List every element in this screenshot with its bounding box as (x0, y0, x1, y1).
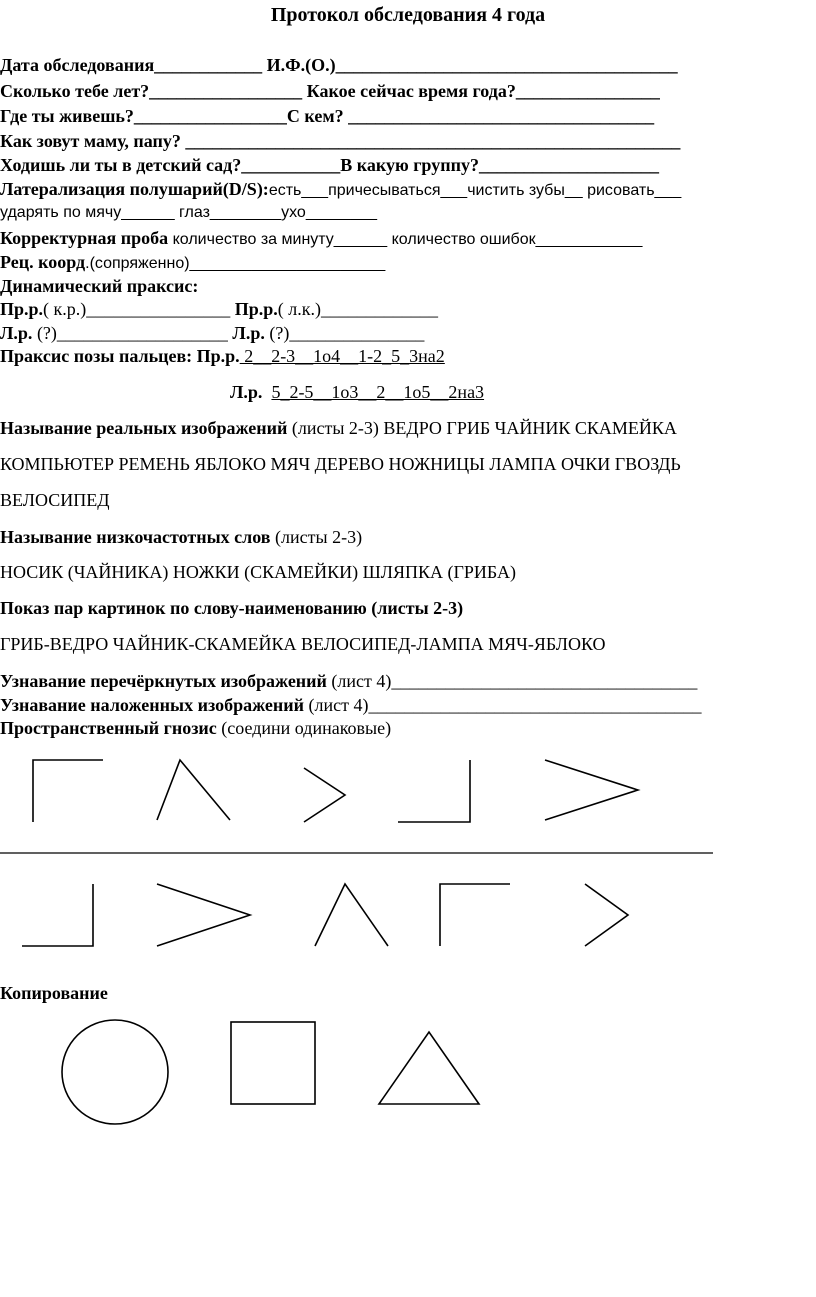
corner-bottom-right-shape (398, 760, 470, 822)
crossed-images-field: (лист 4)__________________________________ (326, 671, 698, 691)
caret-up-shape (157, 760, 230, 820)
overlaid-images-label: Узнавание наложенных изображений (0, 695, 304, 715)
left-hand-field-2: (?)_______________ (264, 323, 425, 343)
line-lateralization-2: ударять по мячу______ глаз________ухо________ (0, 204, 378, 221)
wide-chevron-right-shape-2 (157, 884, 250, 946)
left-hand-label-1: Л.р. (0, 323, 33, 343)
correction-test-label: Корректурная проба (0, 228, 169, 248)
correction-test-items: количество за минуту______ количество ошибок____________ (168, 231, 643, 248)
finger-praxis-left-sequence: 5_2-5__1о3__2__1о5__2на3 (271, 382, 485, 402)
line-dynamic-praxis: Динамический праксис: (0, 276, 199, 296)
line-residence: Где ты живешь?_________________С кем? __________________________________ (0, 106, 655, 126)
line-low-frequency-words-list: НОСИК (ЧАЙНИКА) НОЖКИ (СКАМЕЙКИ) ШЛЯПКА (ГРИБА) (0, 562, 516, 582)
line-copying: Копирование (0, 983, 108, 1003)
corner-top-left-shape (33, 760, 103, 822)
real-images-label: Называние реальных изображений (0, 418, 288, 438)
triangle-shape (379, 1032, 479, 1104)
spatial-gnosis-label: Пространственный гнозис (0, 718, 217, 738)
chevron-right-shape-2 (585, 884, 628, 946)
line-real-images-2: КОМПЬЮТЕР РЕМЕНЬ ЯБЛОКО МЯЧ ДЕРЕВО НОЖНИЦЫ ЛАМПА ОЧКИ ГВОЗДЬ (0, 454, 681, 474)
crossed-images-label: Узнавание перечёркнутых изображений (0, 671, 327, 691)
line-parents: Как зовут маму, папу? _______________________________________________________ (0, 131, 681, 151)
square-shape (231, 1022, 315, 1104)
left-hand-field-1: (?)___________________ (32, 323, 228, 343)
line-picture-pairs: Показ пар картинок по слову-наименованию (листы 2-3) (0, 598, 464, 618)
finger-praxis-left-label: Л.р. (230, 382, 263, 402)
right-hand-label-1: Пр.р. (0, 299, 44, 319)
circle-shape (62, 1020, 168, 1124)
low-frequency-words-label: Называние низкочастотных слов (0, 527, 271, 547)
caret-up-shape-2 (315, 884, 388, 946)
left-hand-label-2: Л.р. (227, 323, 265, 343)
spatial-gnosis-instruction: (соедини одинаковые) (216, 718, 392, 738)
wide-chevron-right-shape (545, 760, 638, 820)
line-real-images-3: ВЕЛОСИПЕД (0, 490, 110, 510)
overlaid-images-field: (лист 4)_____________________________________ (304, 695, 702, 715)
real-images-words: (листы 2-3) ВЕДРО ГРИБ ЧАЙНИК СКАМЕЙКА (287, 418, 677, 438)
line-age: Сколько тебе лет?_________________ Какое сейчас время года?________________ (0, 81, 660, 101)
corner-top-left-shape-2 (440, 884, 510, 946)
page-title: Протокол обследования 4 года (270, 4, 546, 26)
line-picture-pairs-list: ГРИБ-ВЕДРО ЧАЙНИК-СКАМЕЙКА ВЕЛОСИПЕД-ЛАМПА МЯЧ-ЯБЛОКО (0, 634, 606, 654)
reciprocal-coordination-label: Рец. коорд (0, 252, 86, 272)
lateralization-items: есть___причесываться___чистить зубы__ рисовать___ (268, 182, 682, 199)
low-frequency-words-sheets: (листы 2-3) (270, 527, 363, 547)
lateralization-label: Латерализация полушарий(D/S): (0, 179, 269, 199)
line-exam-date: Дата обследования____________ И.Ф.(О.)______________________________________ (0, 55, 678, 75)
right-hand-label-2: Пр.р. (230, 299, 278, 319)
right-hand-field-1: ( к.р.)________________ (43, 299, 231, 319)
finger-praxis-label: Праксис позы пальцев: Пр.р. (0, 346, 240, 366)
finger-praxis-right-sequence: 2__2-3__1о4__1-2_5_3на2 (239, 346, 445, 366)
right-hand-field-2: ( л.к.)_____________ (277, 299, 439, 319)
line-kindergarten: Ходишь ли ты в детский сад?___________В какую группу?____________________ (0, 155, 659, 175)
reciprocal-coordination-items: .(сопряженно)______________________ (85, 255, 386, 272)
corner-bottom-right-shape-2 (22, 884, 93, 946)
chevron-right-shape (304, 768, 345, 822)
